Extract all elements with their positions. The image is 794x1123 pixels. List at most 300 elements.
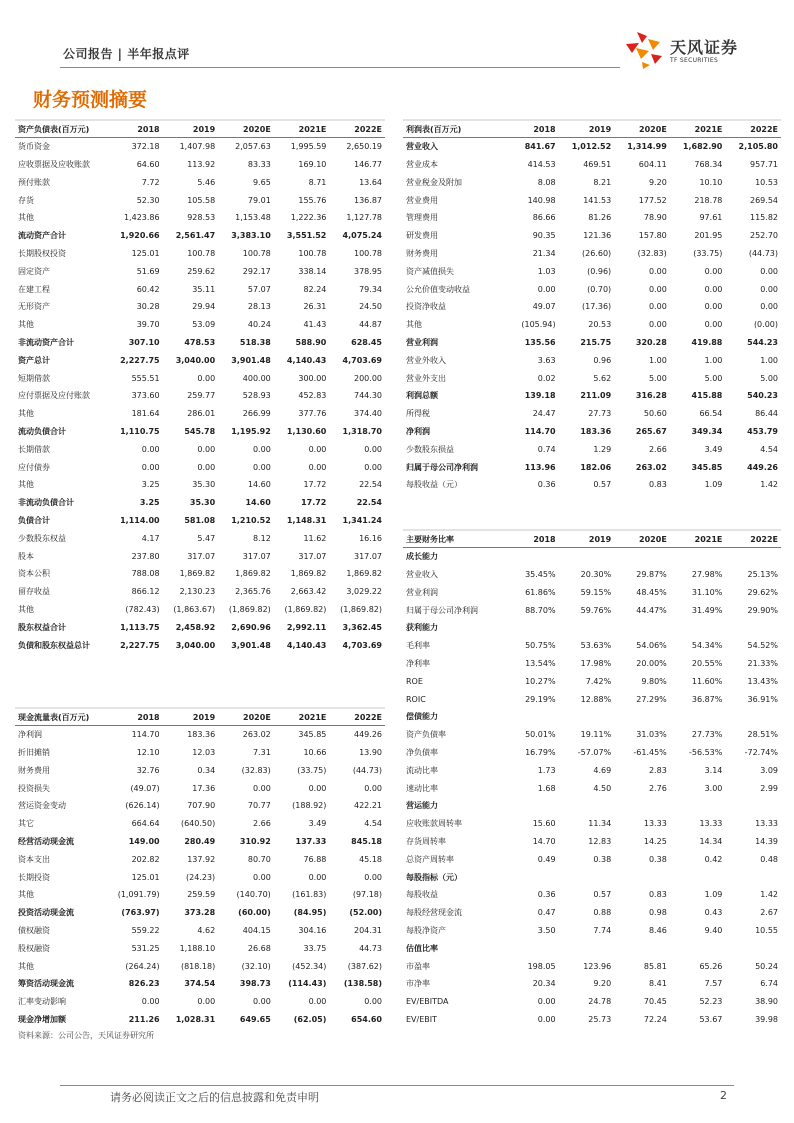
row-label: 应付票据及应付账款 xyxy=(18,391,90,401)
cell-value: 373.28 xyxy=(184,908,216,918)
cell-value: 0.34 xyxy=(197,765,216,775)
cell-value: 316.28 xyxy=(635,391,667,401)
cell-value: 201.95 xyxy=(694,231,723,241)
cell-value: 139.18 xyxy=(524,391,556,401)
row-label: 营业税金及附加 xyxy=(406,177,462,187)
cell-value: 61.86% xyxy=(525,587,556,597)
row-label: ROE xyxy=(406,676,423,686)
table-row xyxy=(403,458,781,476)
year-header: 2018 xyxy=(503,120,559,138)
row-label: 营业收入 xyxy=(406,569,438,579)
cell-value: 81.26 xyxy=(588,213,612,223)
row-label: 营业成本 xyxy=(406,159,438,169)
table-row xyxy=(403,655,781,673)
cell-value: 13.90 xyxy=(359,747,382,757)
cell-value: 555.51 xyxy=(131,373,160,383)
cell-value: 0.36 xyxy=(537,480,556,490)
cell-value: 11.60% xyxy=(691,676,723,686)
cell-value: (24.23) xyxy=(186,872,216,882)
table-row xyxy=(403,423,781,441)
cell-value: 20.53 xyxy=(588,320,612,330)
cell-value: 1.42 xyxy=(760,480,778,490)
table-row xyxy=(403,262,781,280)
cell-value: 544.23 xyxy=(747,337,778,347)
cell-value: 5.46 xyxy=(197,177,216,187)
table-row xyxy=(403,440,781,458)
cell-value: 317.07 xyxy=(187,551,216,561)
table-row xyxy=(15,245,385,263)
header-divider xyxy=(60,67,620,68)
cell-value: 4.54 xyxy=(760,444,778,454)
cell-value: 649.65 xyxy=(239,1014,271,1024)
cell-value: 2.99 xyxy=(760,783,778,793)
cell-value: 141.53 xyxy=(583,195,612,205)
row-label: 偿债能力 xyxy=(406,712,438,722)
cell-value: 24.78 xyxy=(588,997,612,1007)
cell-value: 400.00 xyxy=(242,373,271,383)
cell-value: 3.00 xyxy=(704,783,723,793)
table-header-row xyxy=(403,120,781,138)
footer-divider xyxy=(60,1085,734,1086)
row-label: 营业外收入 xyxy=(406,355,446,365)
company-logo xyxy=(622,30,752,70)
table-row xyxy=(403,298,781,316)
table-row xyxy=(15,868,385,886)
cell-value: 2,650.19 xyxy=(346,142,382,152)
table-row xyxy=(403,726,781,744)
row-label: 其它 xyxy=(18,819,34,829)
row-label: 所得税 xyxy=(406,409,430,419)
cell-value: 3.14 xyxy=(704,765,723,775)
page-number: 2 xyxy=(720,1089,727,1102)
cell-value: 664.64 xyxy=(131,819,160,829)
cell-value: 8.08 xyxy=(537,177,556,187)
cell-value: 1.00 xyxy=(704,355,723,365)
table-row xyxy=(403,619,781,637)
cell-value xyxy=(503,708,559,726)
cell-value: 30.28 xyxy=(136,302,160,312)
cell-value: 29.19% xyxy=(525,694,556,704)
logo-mark-icon xyxy=(622,30,668,70)
row-label: 净利率 xyxy=(406,658,430,668)
row-label: 每股收益（元） xyxy=(406,480,462,490)
cell-value: 1,195.92 xyxy=(231,426,271,436)
cell-value: 1,869.82 xyxy=(290,569,327,579)
row-label: 营业利润 xyxy=(406,587,438,597)
cell-value: 1.00 xyxy=(648,355,667,365)
cell-value: 2,663.42 xyxy=(290,587,327,597)
cell-value: 54.06% xyxy=(636,641,667,651)
table-row xyxy=(15,529,385,547)
row-label: 长期股权投资 xyxy=(18,248,66,258)
cell-value xyxy=(559,797,615,815)
cell-value: 200.00 xyxy=(354,373,382,383)
cell-value: 27.73 xyxy=(588,409,612,419)
cell-value: 2.66 xyxy=(648,444,667,454)
cell-value: 307.10 xyxy=(128,337,160,347)
cell-value: 113.92 xyxy=(187,159,216,169)
cell-value: 1,869.82 xyxy=(235,569,271,579)
report-type-header: 公司报告 | 半年报点评 xyxy=(63,47,190,61)
cell-value: 317.07 xyxy=(354,551,382,561)
row-label: 资产总计 xyxy=(18,355,50,365)
cell-value: 0.00 xyxy=(252,997,271,1007)
table-row xyxy=(403,173,781,191)
year-header: 2021E xyxy=(670,120,726,138)
cell-value: (626.14) xyxy=(125,801,160,811)
cell-value: 0.00 xyxy=(537,1014,556,1024)
cell-value: 100.78 xyxy=(187,248,216,258)
row-label: 股权融资 xyxy=(18,943,50,953)
cell-value: 13.43% xyxy=(747,676,778,686)
cell-value: 263.02 xyxy=(635,462,667,472)
cell-value: 26.68 xyxy=(247,943,271,953)
cell-value: 39.98 xyxy=(755,1014,778,1024)
cell-value: (1,863.67) xyxy=(173,604,216,614)
cell-value: 452.83 xyxy=(298,391,327,401)
cell-value: 49.07 xyxy=(532,302,556,312)
cell-value: 280.49 xyxy=(184,836,216,846)
table-row xyxy=(403,761,781,779)
table-row xyxy=(403,744,781,762)
cell-value: 17.98% xyxy=(580,658,612,668)
cell-value: 53.67 xyxy=(699,1014,723,1024)
table-row xyxy=(15,387,385,405)
row-label: EV/EBIT xyxy=(406,1014,438,1024)
cell-value: 3,040.00 xyxy=(175,355,216,365)
cell-value: 51.69 xyxy=(136,266,160,276)
cell-value: 1.09 xyxy=(704,480,723,490)
cell-value: 588.90 xyxy=(295,337,327,347)
table-row xyxy=(15,833,385,851)
cell-value: 0.00 xyxy=(141,997,160,1007)
cell-value: 4,703.69 xyxy=(342,355,382,365)
cell-value: (44.73) xyxy=(352,765,382,775)
cell-value: 0.00 xyxy=(648,320,667,330)
cell-value: 29.87% xyxy=(636,569,667,579)
cell-value: 20.00% xyxy=(636,658,667,668)
cell-value: 211.26 xyxy=(128,1014,160,1024)
cell-value: 105.58 xyxy=(187,195,216,205)
cell-value: 1,869.82 xyxy=(346,569,382,579)
table-row xyxy=(403,476,781,494)
cell-value: 1,222.36 xyxy=(290,213,327,223)
cell-value: 137.33 xyxy=(295,836,327,846)
cell-value: 22.54 xyxy=(356,498,382,508)
cell-value: 518.38 xyxy=(239,337,271,347)
row-label: 短期借款 xyxy=(18,373,50,383)
cell-value: 14.60 xyxy=(245,498,271,508)
cell-value: 2,057.63 xyxy=(235,142,271,152)
cell-value: 5.00 xyxy=(648,373,667,383)
table-row xyxy=(403,868,781,886)
cell-value: 373.60 xyxy=(131,391,160,401)
cell-value xyxy=(670,708,726,726)
cell-value: 259.77 xyxy=(187,391,216,401)
table-row xyxy=(15,191,385,209)
cell-value: 1,341.24 xyxy=(342,515,382,525)
cell-value: 415.88 xyxy=(691,391,723,401)
cell-value xyxy=(503,868,559,886)
cell-value: 1,113.75 xyxy=(120,622,160,632)
cell-value: 0.00 xyxy=(308,872,327,882)
table-row xyxy=(403,227,781,245)
cell-value: 20.34 xyxy=(532,979,556,989)
cell-value: 0.47 xyxy=(537,908,556,918)
cell-value: 86.66 xyxy=(532,213,556,223)
cell-value: 0.00 xyxy=(537,997,556,1007)
cell-value: 13.33 xyxy=(643,819,667,829)
cell-value: (264.24) xyxy=(125,961,160,971)
cell-value: 3,040.00 xyxy=(175,640,216,650)
cell-value: 841.67 xyxy=(524,142,556,152)
row-label: 汇率变动影响 xyxy=(18,997,66,1007)
cell-value: (1,869.82) xyxy=(284,604,327,614)
table-row xyxy=(403,209,781,227)
cell-value: 54.34% xyxy=(691,641,723,651)
table-row xyxy=(15,440,385,458)
year-header: 2019 xyxy=(163,120,219,138)
cell-value: -61.45% xyxy=(633,747,667,757)
cell-value: 16.16 xyxy=(359,533,382,543)
cell-value: 137.92 xyxy=(187,854,216,864)
cell-value: 8.71 xyxy=(308,177,327,187)
cell-value: 52.23 xyxy=(699,997,723,1007)
row-label: 流动比率 xyxy=(406,765,438,775)
row-label: 营业利润 xyxy=(406,337,438,347)
cell-value: 15.60 xyxy=(532,819,556,829)
cell-value: 4.54 xyxy=(364,819,382,829)
cell-value: (0.00) xyxy=(753,320,778,330)
row-label: EV/EBITDA xyxy=(406,997,449,1007)
cell-value: 27.29% xyxy=(636,694,667,704)
cell-value: 0.38 xyxy=(648,854,667,864)
table-row xyxy=(403,566,781,584)
row-label: 净负债率 xyxy=(406,747,438,757)
row-label: 公允价值变动收益 xyxy=(406,284,470,294)
row-label: 投资损失 xyxy=(18,783,50,793)
cell-value: (640.50) xyxy=(180,819,216,829)
row-label: 其他 xyxy=(18,409,34,419)
row-label: 其他 xyxy=(18,961,34,971)
row-label: 每股收益 xyxy=(406,890,438,900)
table-row xyxy=(403,672,781,690)
cell-value: 559.22 xyxy=(131,925,160,935)
cell-value: 7.57 xyxy=(704,979,723,989)
cell-value: 146.77 xyxy=(354,159,382,169)
cell-value: 10.53 xyxy=(755,177,778,187)
cell-value: 0.00 xyxy=(252,462,271,472)
cell-value: 76.88 xyxy=(303,854,327,864)
table-row xyxy=(403,387,781,405)
cell-value: 83.33 xyxy=(247,159,271,169)
table-row xyxy=(403,245,781,263)
cell-value: 60.42 xyxy=(136,284,160,294)
cell-value: 0.38 xyxy=(593,854,612,864)
cell-value xyxy=(725,548,781,566)
cell-value: 31.10% xyxy=(691,587,723,597)
cell-value: 604.11 xyxy=(638,159,667,169)
row-label: 流动资产合计 xyxy=(18,231,66,241)
cell-value: 53.63% xyxy=(580,641,612,651)
row-label: 存货周转率 xyxy=(406,836,446,846)
cell-value: 0.00 xyxy=(252,872,271,882)
cell-value: 14.70 xyxy=(532,836,556,846)
cell-value: 40.24 xyxy=(247,320,271,330)
cell-value: 0.00 xyxy=(308,444,327,454)
cell-value: 1,188.10 xyxy=(179,943,216,953)
row-label: 应收票据及应收账款 xyxy=(18,159,90,169)
table-row xyxy=(15,744,385,762)
cell-value xyxy=(559,868,615,886)
cell-value: 2.83 xyxy=(648,765,667,775)
cell-value: 114.70 xyxy=(131,730,160,740)
table-row xyxy=(403,583,781,601)
cell-value: 24.50 xyxy=(359,302,382,312)
table-row xyxy=(15,726,385,744)
row-label: 速动比率 xyxy=(406,783,438,793)
cell-value: 0.00 xyxy=(364,783,382,793)
cell-value: 0.00 xyxy=(141,462,160,472)
cell-value xyxy=(670,548,726,566)
cell-value: 36.91% xyxy=(747,694,778,704)
cell-value: 72.24 xyxy=(643,1014,667,1024)
cell-value: 16.79% xyxy=(525,747,556,757)
row-label: 现金净增加额 xyxy=(18,1014,66,1024)
table-row xyxy=(403,797,781,815)
table-row xyxy=(15,262,385,280)
cell-value: 2,365.76 xyxy=(235,587,271,597)
cell-value: (138.58) xyxy=(343,979,382,989)
cell-value: 2.66 xyxy=(252,819,271,829)
cell-value: 44.47% xyxy=(636,605,667,615)
cell-value: 540.23 xyxy=(747,391,778,401)
row-label: 非流动负债合计 xyxy=(18,498,74,508)
cell-value: 1,127.78 xyxy=(346,213,382,223)
table-row xyxy=(15,458,385,476)
cell-value: 218.78 xyxy=(694,195,723,205)
table-row xyxy=(403,601,781,619)
cell-value xyxy=(670,939,726,957)
cell-value: 125.01 xyxy=(131,248,160,258)
cell-value: 3.63 xyxy=(537,355,556,365)
row-label: 其他 xyxy=(18,480,34,490)
cell-value: 50.75% xyxy=(525,641,556,651)
cell-value xyxy=(503,619,559,637)
table-row xyxy=(403,886,781,904)
cell-value: 13.33 xyxy=(699,819,723,829)
cell-value: 88.70% xyxy=(525,605,556,615)
row-label: 财务费用 xyxy=(18,765,50,775)
cell-value: (17.36) xyxy=(582,302,612,312)
cell-value: 269.54 xyxy=(750,195,778,205)
row-label: 估值比率 xyxy=(406,943,438,953)
cell-value: (32.83) xyxy=(637,248,667,258)
year-header: 2020E xyxy=(614,120,670,138)
cell-value: 4,703.69 xyxy=(342,640,382,650)
table-row xyxy=(15,761,385,779)
table-row xyxy=(403,280,781,298)
cell-value: 0.00 xyxy=(252,783,271,793)
cell-value: 0.00 xyxy=(704,320,723,330)
cell-value: 744.30 xyxy=(354,391,382,401)
cell-value: 826.23 xyxy=(128,979,160,989)
cell-value: 1.68 xyxy=(537,783,556,793)
cell-value: 866.12 xyxy=(131,587,160,597)
cell-value: 10.66 xyxy=(303,747,327,757)
cell-value: (32.10) xyxy=(241,961,271,971)
cell-value: 45.18 xyxy=(359,854,382,864)
cell-value: 97.61 xyxy=(699,213,723,223)
cell-value: (387.62) xyxy=(347,961,382,971)
cell-value: 292.17 xyxy=(242,266,271,276)
table-row xyxy=(403,833,781,851)
cell-value xyxy=(559,548,615,566)
cell-value: 44.87 xyxy=(359,320,382,330)
cell-value: 7.74 xyxy=(593,925,612,935)
cell-value: (60.00) xyxy=(238,908,271,918)
table-header-row xyxy=(15,708,385,726)
cell-value: 1,920.66 xyxy=(120,231,160,241)
cell-value: 78.90 xyxy=(643,213,667,223)
cell-value: 114.70 xyxy=(524,426,556,436)
table-header-label: 现金流量表(百万元) xyxy=(15,708,107,726)
cell-value: (44.73) xyxy=(748,248,778,258)
cell-value: (105.94) xyxy=(521,320,556,330)
table-row xyxy=(15,316,385,334)
table-row xyxy=(15,601,385,619)
cell-value: 38.90 xyxy=(755,997,778,1007)
cell-value: 531.25 xyxy=(131,943,160,953)
cell-value: 469.51 xyxy=(583,159,612,169)
row-label: 获利能力 xyxy=(406,623,438,633)
cell-value: 57.07 xyxy=(247,284,271,294)
table-row xyxy=(403,993,781,1011)
cell-value xyxy=(614,797,670,815)
cell-value: (49.07) xyxy=(130,783,160,793)
cell-value: 0.00 xyxy=(252,444,271,454)
cell-value: 1.09 xyxy=(704,890,723,900)
table-row xyxy=(15,334,385,352)
row-label: 筹资活动现金流 xyxy=(18,979,74,989)
row-label: 其他 xyxy=(18,604,34,614)
cell-value: 5.62 xyxy=(593,373,612,383)
cell-value: 100.78 xyxy=(298,248,327,258)
cell-value: (52.00) xyxy=(349,908,382,918)
cell-value: 14.39 xyxy=(755,836,778,846)
cell-value: 0.49 xyxy=(537,854,556,864)
cell-value: 928.53 xyxy=(187,213,216,223)
cell-value: 4.69 xyxy=(593,765,612,775)
row-label: 市盈率 xyxy=(406,961,430,971)
year-header: 2019 xyxy=(559,530,615,548)
cell-value: 29.94 xyxy=(192,302,216,312)
year-header: 2021E xyxy=(274,708,330,726)
table-row xyxy=(15,583,385,601)
cell-value: 13.33 xyxy=(755,819,778,829)
cell-value: 11.34 xyxy=(588,819,612,829)
cell-value: 35.30 xyxy=(189,498,216,508)
cell-value: 183.36 xyxy=(580,426,612,436)
cell-value: 121.36 xyxy=(583,231,612,241)
cell-value xyxy=(725,797,781,815)
table-row xyxy=(403,405,781,423)
cell-value: 79.01 xyxy=(247,195,271,205)
cell-value: 528.93 xyxy=(242,391,271,401)
cell-value: 85.81 xyxy=(643,961,667,971)
cell-value: 654.60 xyxy=(351,1014,382,1024)
row-label: 毛利率 xyxy=(406,641,430,651)
